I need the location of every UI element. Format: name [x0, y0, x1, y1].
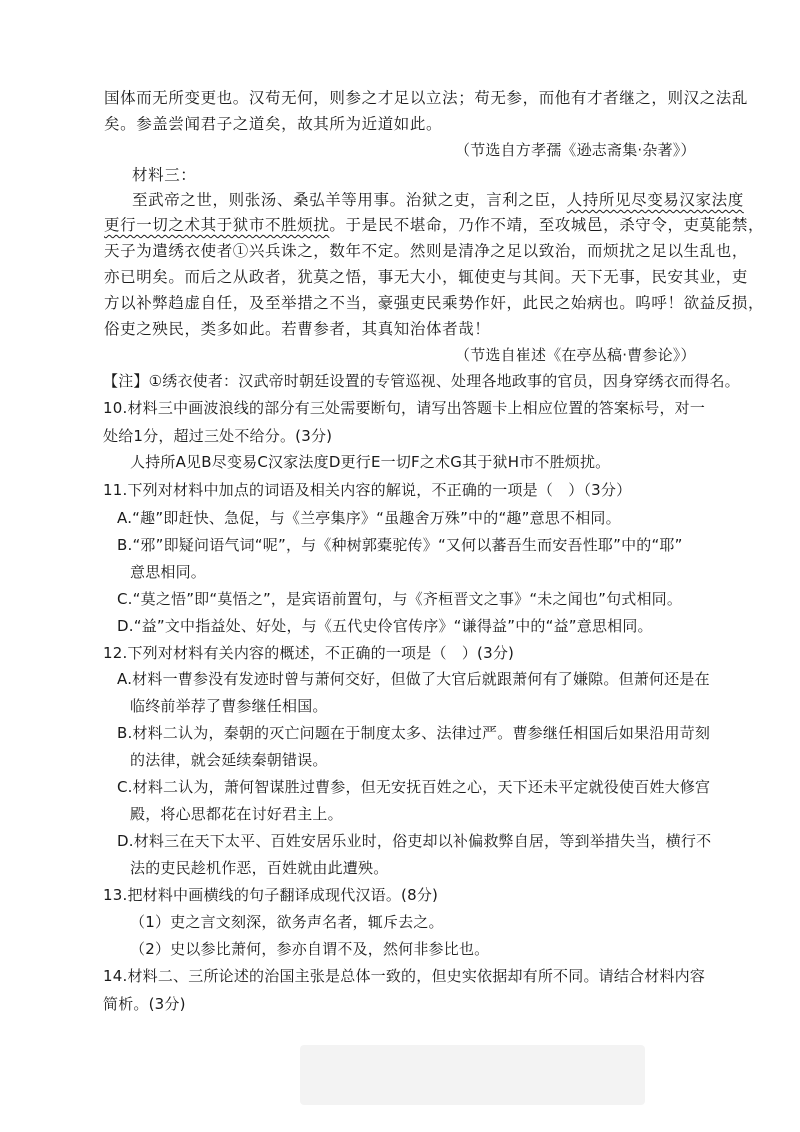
question-12-option-a: A.材料一曹参没有发迹时曾与萧何交好，但做了大官后就跟萧何有了嫌隙。但萧何还是在 — [117, 670, 710, 688]
material3-line-5: 方以补弊趋虚自任，及至举措之不当，豪强吏民乘势作奸，此民之始病也。呜呼！欲益反损， — [104, 294, 765, 312]
question-11-option-b-cont: 意思相同。 — [130, 563, 207, 581]
scan-smudge — [300, 1045, 645, 1105]
material3-line-2-text: 。于是民不堪命，乃作不靖，至攻城邑，杀守令，吏莫能禁， — [329, 216, 765, 234]
question-13-sentence-1: （1）吏之言文刻深，欲务声名者，辄斥去之。 — [130, 913, 444, 931]
wavy-underlined-passage-part2: 更行一切之术其于狱市不胜烦扰 — [104, 216, 330, 234]
question-11-option-a: A.“趣”即赶快、急促，与《兰亭集序》“虽趣舍万殊”中的“趣”意思不相同。 — [117, 509, 621, 527]
question-12-option-c: C.材料二认为，萧何智谋胜过曹参，但无安抚百姓之心，天下还未平定就役使百姓大修宫 — [117, 778, 711, 796]
question-10-passage: 人持所A见B尽变易C汉家法度D更行E一切F之术G其于狱H市不胜烦扰。 — [130, 453, 611, 471]
question-12-option-d: D.材料三在天下太平、百姓安居乐业时，俗吏却以补偏救弊自居，等到举措失当，横行不 — [117, 832, 712, 850]
question-12-stem: 12.下列对材料有关内容的概述，不正确的一项是（ ）(3分) — [103, 644, 515, 662]
question-12-option-a-cont: 临终前举荐了曹参继任相国。 — [130, 697, 328, 715]
material3-source: （节选自崔述《在亭丛稿·曹参论》） — [455, 346, 696, 364]
question-10-line-2: 处给1分，超过三处不给分。(3分) — [103, 427, 333, 445]
material2-line-2: 矣。参盖尝闻君子之道矣，故其所为近道如此。 — [104, 115, 443, 133]
question-11-option-b: B.“邪”即疑问语气词“呢”，与《种树郭橐驼传》“又何以蕃吾生而安吾性耶”中的“耶” — [117, 536, 683, 554]
material3-line-3: 天子为遣绣衣使者①兴兵诛之，数年不定。然则是清净之足以致治，而烦扰之足以生乱也， — [104, 242, 749, 260]
question-10-line-1: 10.材料三中画波浪线的部分有三处需要断句，请写出答题卡上相应位置的答案标号，对一 — [103, 399, 706, 417]
question-14-line-2: 简析。(3分) — [103, 995, 186, 1013]
wavy-underlined-passage-part1: 人持所见尽变易汉家法度 — [566, 191, 744, 209]
question-11-option-c: C.“莫之悟”即“莫悟之”，是宾语前置句，与《齐桓晋文之事》“未之闻也”句式相同。 — [117, 590, 683, 608]
question-12-option-b: B.材料二认为，秦朝的灭亡问题在于制度太多、法律过严。曹参继任相国后如果沿用苛刻 — [117, 724, 711, 742]
material2-source: （节选自方孝孺《逊志斋集·杂著》） — [455, 141, 696, 159]
question-14-line-1: 14.材料二、三所论述的治国主张是总体一致的，但史实依据却有所不同。请结合材料内容 — [103, 967, 706, 985]
footnote: 【注】①绣衣使者：汉武帝时朝廷设置的专管巡视、处理各地政事的官员，因身穿绣衣而得名。 — [103, 372, 740, 390]
question-12-option-b-cont: 的法律，就会延续秦朝错误。 — [130, 751, 328, 769]
question-12-option-c-cont: 殿，将心思都花在讨好君主上。 — [130, 805, 343, 823]
material3-line-6: 俗吏之殃民，类多如此。若曹参者，其真知治体者哉！ — [104, 320, 491, 338]
material3-line-4: 亦已明矣。而后之从政者，犹莫之悟，事无大小，辄使吏与其间。天下无事，民安其业，吏 — [104, 268, 749, 286]
question-11-stem: 11.下列对材料中加点的词语及相关内容的解说，不正确的一项是（ ）（3分） — [103, 481, 632, 499]
material3-line-1-text: 至武帝之世，则张汤、桑弘羊等用事。治狱之吏，言利之臣， — [132, 191, 567, 209]
question-12-option-d-cont: 法的吏民趁机作恶，百姓就由此遭殃。 — [130, 859, 389, 877]
question-13-sentence-2: （2）史以参比萧何，参亦自谓不及，然何非参比也。 — [130, 940, 490, 958]
question-11-option-d: D.“益”文中指益处、好处，与《五代史伶官传序》“谦得益”中的“益”意思相同。 — [117, 617, 653, 635]
material3-heading: 材料三： — [132, 166, 197, 184]
material3-line-1 — [132, 189, 744, 211]
material3-line-2 — [104, 214, 764, 236]
question-13-stem: 13.把材料中画横线的句子翻译成现代汉语。(8分) — [103, 886, 439, 904]
material2-line-1: 国体而无所变更也。汉苟无何，则参之才足以立法；苟无参，而他有才者继之，则汉之法乱 — [104, 89, 749, 107]
